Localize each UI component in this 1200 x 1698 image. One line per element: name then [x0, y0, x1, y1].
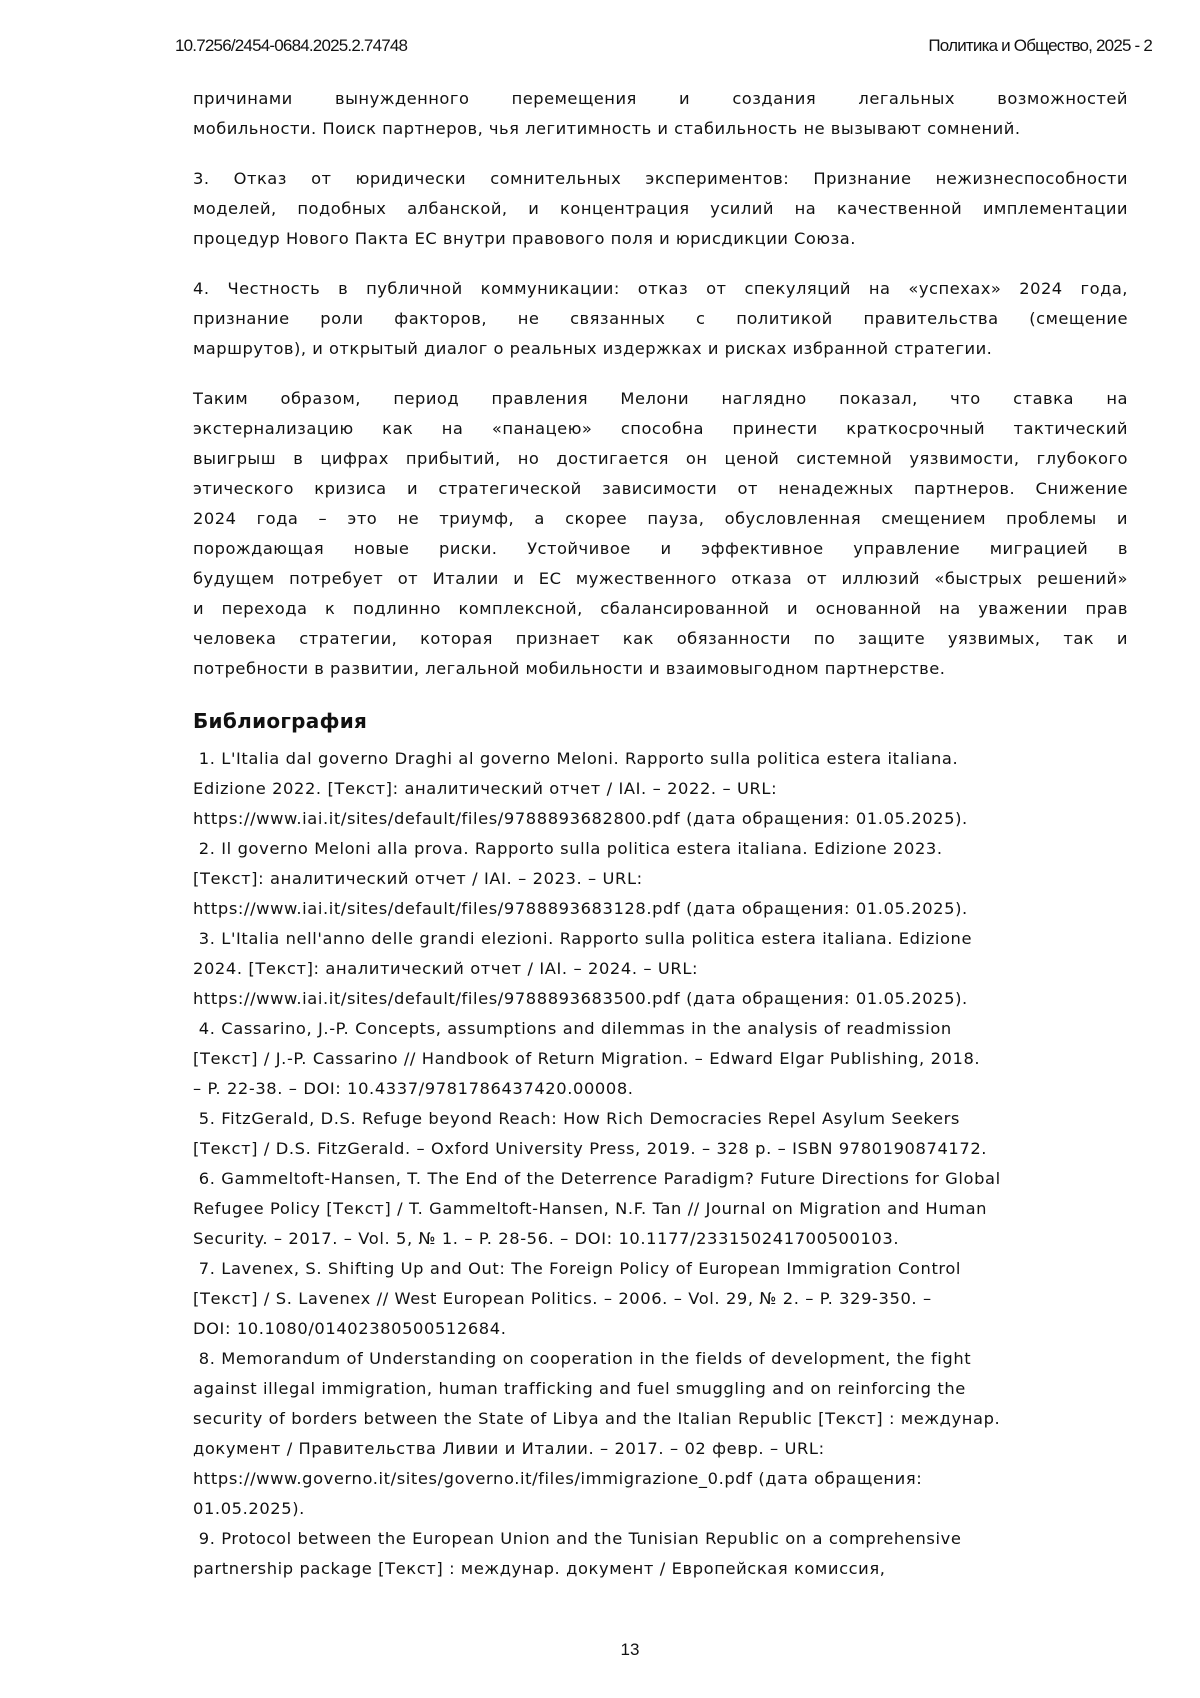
paragraph: [193, 84, 1128, 144]
text-line: признание роли факторов, не связанных с политикой правительства (смещение: [193, 309, 1128, 328]
page-content: [193, 84, 1128, 1584]
bibliography-line: Refugee Policy [Текст] / T. Gammeltoft-Hansen, N.F. Tan // Journal on Migration and Human: [193, 1199, 988, 1218]
bibliography-line: [Текст] / S. Lavenex // West European Politics. – 2006. – Vol. 29, № 2. – P. 329-350. –: [193, 1289, 932, 1308]
bibliography-line: [Текст]: аналитический отчет / IAI. – 2023. – URL:: [193, 869, 643, 888]
bibliography-line: 8. Memorandum of Understanding on cooperation in the fields of development, the fight: [193, 1349, 972, 1368]
body-text: [193, 84, 1128, 684]
paragraph: [193, 164, 1128, 254]
doi-header: 10.7256/2454-0684.2025.2.74748: [175, 36, 408, 55]
bibliography-line: документ / Правительства Ливии и Италии. – 2017. – 02 февр. – URL:: [193, 1439, 825, 1458]
bibliography-line: 3. L'Italia nell'anno delle grandi elezioni. Rapporto sulla politica estera italiana. Edizione: [193, 929, 973, 948]
bibliography-line: partnership package [Текст] : междунар. документ / Европейская комиссия,: [193, 1559, 886, 1578]
text-line: моделей, подобных албанской, и концентрация усилий на качественной имплементации: [193, 199, 1128, 218]
bibliography-line: https://www.iai.it/sites/default/files/9788893682800.pdf (дата обращения: 01.05.2025).: [193, 809, 968, 828]
paragraph: [193, 384, 1128, 684]
paragraph: [193, 274, 1128, 364]
bibliography-line: 9. Protocol between the European Union and the Tunisian Republic on a comprehensive: [193, 1529, 962, 1548]
text-line: человека стратегии, которая признает как обязанности по защите уязвимых, так и: [193, 629, 1128, 648]
bibliography-line: 5. FitzGerald, D.S. Refuge beyond Reach: How Rich Democracies Repel Asylum Seekers: [193, 1109, 960, 1128]
bibliography-line: Security. – 2017. – Vol. 5, № 1. – P. 28-56. – DOI: 10.1177/233150241700500103.: [193, 1229, 900, 1248]
text-line: этического кризиса и стратегической зависимости от ненадежных партнеров. Снижение: [193, 479, 1128, 498]
text-line: процедур Нового Пакта ЕС внутри правового поля и юрисдикции Союза.: [193, 229, 856, 248]
bibliography-line: [Текст] / J.-P. Cassarino // Handbook of Return Migration. – Edward Elgar Publishing, 2018.: [193, 1049, 981, 1068]
bibliography-list: [193, 744, 1128, 1584]
text-line: порождающая новые риски. Устойчивое и эффективное управление миграцией в: [193, 539, 1128, 558]
text-line: причинами вынужденного перемещения и создания легальных возможностей: [193, 89, 1128, 108]
text-line: 2024 года – это не триумф, а скорее пауза, обусловленная смещением проблемы и: [193, 509, 1128, 528]
bibliography-line: 1. L'Italia dal governo Draghi al governo Meloni. Rapporto sulla politica estera italiana.: [193, 749, 959, 768]
text-line: маршрутов), и открытый диалог о реальных издержках и рисках избранной стратегии.: [193, 339, 993, 358]
text-line: мобильности. Поиск партнеров, чья легитимность и стабильность не вызывают сомнений.: [193, 119, 1021, 138]
text-line: 3. Отказ от юридически сомнительных экспериментов: Признание нежизнеспособности: [193, 169, 1128, 188]
text-line: и перехода к подлинно комплексной, сбалансированной и основанной на уважении прав: [193, 599, 1128, 618]
text-line: будущем потребует от Италии и ЕС мужественного отказа от иллюзий «быстрых решений»: [193, 569, 1128, 588]
bibliography-line: 01.05.2025).: [193, 1499, 305, 1518]
bibliography-line: https://www.iai.it/sites/default/files/9788893683500.pdf (дата обращения: 01.05.2025).: [193, 989, 968, 1008]
text-line: 4. Честность в публичной коммуникации: отказ от спекуляций на «успехах» 2024 года,: [193, 279, 1128, 298]
bibliography-line: Edizione 2022. [Текст]: аналитический отчет / IAI. – 2022. – URL:: [193, 779, 778, 798]
page-number: 13: [620, 1640, 640, 1659]
bibliography-line: 2024. [Текст]: аналитический отчет / IAI. – 2024. – URL:: [193, 959, 699, 978]
bibliography-line: against illegal immigration, human trafficking and fuel smuggling and on reinforcing the: [193, 1379, 966, 1398]
bibliography-line: DOI: 10.1080/01402380500512684.: [193, 1319, 507, 1338]
text-line: потребности в развитии, легальной мобильности и взаимовыгодном партнерстве.: [193, 659, 946, 678]
text-line: экстернализацию как на «панацею» способна принести краткосрочный тактический: [193, 419, 1128, 438]
text-line: Таким образом, период правления Мелони наглядно показал, что ставка на: [193, 389, 1128, 408]
bibliography-line: 7. Lavenex, S. Shifting Up and Out: The Foreign Policy of European Immigration Control: [193, 1259, 962, 1278]
bibliography-line: 2. Il governo Meloni alla prova. Rapporto sulla politica estera italiana. Edizione 2023.: [193, 839, 943, 858]
bibliography-line: 6. Gammeltoft-Hansen, T. The End of the Deterrence Paradigm? Future Directions for Global: [193, 1169, 1001, 1188]
bibliography-heading: Библиография: [193, 709, 368, 733]
bibliography-line: – P. 22-38. – DOI: 10.4337/9781786437420.00008.: [193, 1079, 634, 1098]
journal-header: Политика и Общество, 2025 - 2: [928, 36, 1152, 55]
text-line: выигрыш в цифрах прибытий, но достигается он ценой системной уязвимости, глубокого: [193, 449, 1128, 468]
bibliography-line: [Текст] / D.S. FitzGerald. – Oxford University Press, 2019. – 328 p. – ISBN 9780190874172.: [193, 1139, 988, 1158]
bibliography-line: security of borders between the State of Libya and the Italian Republic [Текст] : междунар.: [193, 1409, 1001, 1428]
bibliography-line: https://www.iai.it/sites/default/files/9788893683128.pdf (дата обращения: 01.05.2025).: [193, 899, 968, 918]
bibliography-line: 4. Cassarino, J.-P. Concepts, assumptions and dilemmas in the analysis of readmission: [193, 1019, 952, 1038]
bibliography-line: https://www.governo.it/sites/governo.it/files/immigrazione_0.pdf (дата обращения:: [193, 1469, 923, 1488]
